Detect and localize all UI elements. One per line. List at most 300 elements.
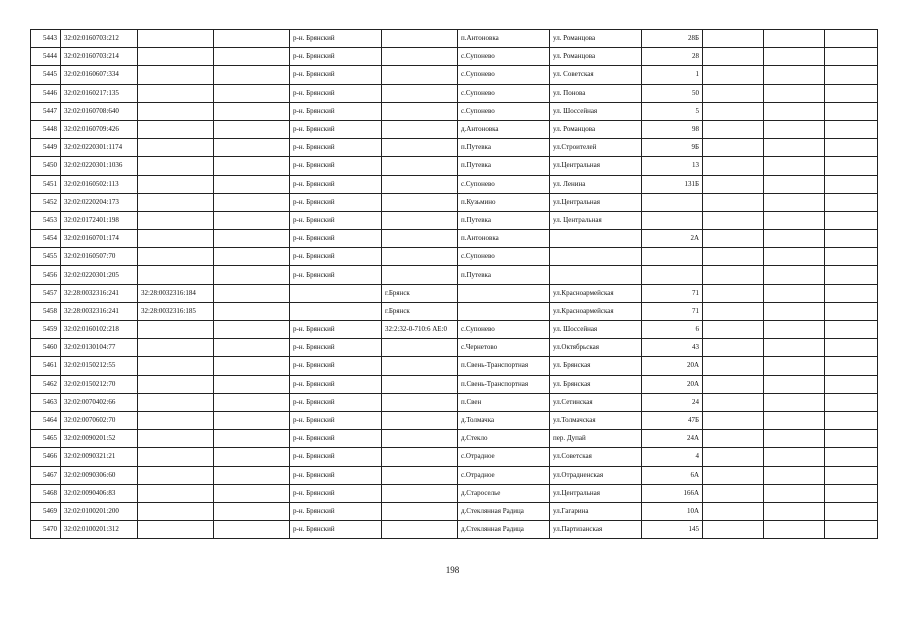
empty-cell-a (703, 302, 764, 320)
cadastral-number-cell: 32:02:0090406:83 (61, 484, 138, 502)
empty-cell-a (703, 284, 764, 302)
empty-cell-b (764, 393, 825, 411)
street-cell: ул. Брянская (550, 375, 642, 393)
empty-cell-b (764, 321, 825, 339)
cadastral-number-cell: 32:02:0070402:66 (61, 393, 138, 411)
empty-cell-a (703, 66, 764, 84)
cadastral-number-cell: 32:02:0220204:173 (61, 193, 138, 211)
empty-cell-b (764, 339, 825, 357)
extra-cell (214, 321, 290, 339)
settlement-cell: с.Супонево (458, 248, 550, 266)
row-number-cell: 5450 (31, 157, 61, 175)
empty-cell-a (703, 30, 764, 48)
street-cell: ул. Шоссейная (550, 321, 642, 339)
empty-cell-a (703, 230, 764, 248)
cadastral-number-cell: 32:02:0160217:135 (61, 84, 138, 102)
extra-cell (214, 102, 290, 120)
settlement-cell: п.Путевка (458, 157, 550, 175)
settlement-cell (458, 302, 550, 320)
house-number-cell: 6 (642, 321, 703, 339)
city-cell (382, 466, 458, 484)
empty-cell-b (764, 139, 825, 157)
district-cell: р-н. Брянский (290, 139, 382, 157)
linked-cadastral-number-cell (138, 484, 214, 502)
table-row (31, 411, 878, 429)
street-cell: ул.Красноармейская (550, 302, 642, 320)
street-cell: ул. Романцова (550, 120, 642, 138)
cadastral-number-cell: 32:02:0100201:312 (61, 521, 138, 539)
cadastral-number-cell: 32:02:0220301:1174 (61, 139, 138, 157)
cadastral-number-cell: 32:02:0220301:205 (61, 266, 138, 284)
empty-cell-b (764, 411, 825, 429)
settlement-cell: д.Стеклянная Радица (458, 521, 550, 539)
empty-cell-c (825, 321, 878, 339)
linked-cadastral-number-cell (138, 448, 214, 466)
cadastral-number-cell: 32:02:0172401:198 (61, 211, 138, 229)
house-number-cell (642, 211, 703, 229)
row-number-cell: 5443 (31, 30, 61, 48)
cadastral-number-cell: 32:02:0160708:640 (61, 102, 138, 120)
table-row (31, 357, 878, 375)
row-number-cell: 5460 (31, 339, 61, 357)
district-cell: р-н. Брянский (290, 120, 382, 138)
empty-cell-c (825, 448, 878, 466)
district-cell: р-н. Брянский (290, 175, 382, 193)
cadastral-number-cell: 32:02:0090306:60 (61, 466, 138, 484)
extra-cell (214, 175, 290, 193)
cadastral-number-cell: 32:02:0130104:77 (61, 339, 138, 357)
extra-cell (214, 339, 290, 357)
empty-cell-b (764, 502, 825, 520)
empty-cell-b (764, 48, 825, 66)
row-number-cell: 5451 (31, 175, 61, 193)
empty-cell-b (764, 357, 825, 375)
table-row (31, 502, 878, 520)
empty-cell-c (825, 84, 878, 102)
empty-cell-a (703, 521, 764, 539)
cadastral-number-cell: 32:02:0150212:70 (61, 375, 138, 393)
empty-cell-a (703, 102, 764, 120)
linked-cadastral-number-cell (138, 521, 214, 539)
settlement-cell: п.Антоновка (458, 30, 550, 48)
street-cell (550, 230, 642, 248)
house-number-cell: 50 (642, 84, 703, 102)
linked-cadastral-number-cell: 32:28:0032316:184 (138, 284, 214, 302)
linked-cadastral-number-cell (138, 375, 214, 393)
district-cell: р-н. Брянский (290, 393, 382, 411)
row-number-cell: 5462 (31, 375, 61, 393)
linked-cadastral-number-cell (138, 175, 214, 193)
empty-cell-b (764, 84, 825, 102)
city-cell (382, 66, 458, 84)
row-number-cell: 5469 (31, 502, 61, 520)
linked-cadastral-number-cell (138, 211, 214, 229)
empty-cell-a (703, 139, 764, 157)
extra-cell (214, 284, 290, 302)
district-cell: р-н. Брянский (290, 230, 382, 248)
table-row (31, 84, 878, 102)
city-cell (382, 230, 458, 248)
house-number-cell (642, 193, 703, 211)
empty-cell-c (825, 248, 878, 266)
table-row (31, 266, 878, 284)
street-cell: ул. Ленина (550, 175, 642, 193)
extra-cell (214, 430, 290, 448)
linked-cadastral-number-cell (138, 120, 214, 138)
extra-cell (214, 393, 290, 411)
linked-cadastral-number-cell (138, 30, 214, 48)
district-cell: р-н. Брянский (290, 339, 382, 357)
empty-cell-a (703, 466, 764, 484)
empty-cell-b (764, 430, 825, 448)
empty-cell-a (703, 502, 764, 520)
settlement-cell: д.Стеклянная Радица (458, 502, 550, 520)
city-cell: 32:2:32-0-710:6 АЕ:0 (382, 321, 458, 339)
city-cell (382, 375, 458, 393)
row-number-cell: 5445 (31, 66, 61, 84)
city-cell (382, 84, 458, 102)
city-cell (382, 448, 458, 466)
linked-cadastral-number-cell (138, 193, 214, 211)
city-cell (382, 120, 458, 138)
district-cell: р-н. Брянский (290, 30, 382, 48)
linked-cadastral-number-cell (138, 321, 214, 339)
district-cell: р-н. Брянский (290, 375, 382, 393)
row-number-cell: 5464 (31, 411, 61, 429)
settlement-cell: с.Супонево (458, 102, 550, 120)
empty-cell-c (825, 339, 878, 357)
empty-cell-b (764, 466, 825, 484)
settlement-cell: с.Супонево (458, 321, 550, 339)
house-number-cell: 1 (642, 66, 703, 84)
house-number-cell: 47Б (642, 411, 703, 429)
row-number-cell: 5465 (31, 430, 61, 448)
empty-cell-c (825, 48, 878, 66)
empty-cell-c (825, 175, 878, 193)
house-number-cell (642, 248, 703, 266)
settlement-cell: п.Путевка (458, 139, 550, 157)
row-number-cell: 5444 (31, 48, 61, 66)
extra-cell (214, 48, 290, 66)
cadastral-number-cell: 32:28:0032316:241 (61, 284, 138, 302)
linked-cadastral-number-cell (138, 502, 214, 520)
city-cell: г.Брянск (382, 302, 458, 320)
table-row (31, 302, 878, 320)
district-cell: р-н. Брянский (290, 48, 382, 66)
district-cell: р-н. Брянский (290, 193, 382, 211)
empty-cell-a (703, 357, 764, 375)
empty-cell-a (703, 84, 764, 102)
district-cell: р-н. Брянский (290, 357, 382, 375)
district-cell: р-н. Брянский (290, 484, 382, 502)
city-cell (382, 175, 458, 193)
empty-cell-b (764, 102, 825, 120)
extra-cell (214, 266, 290, 284)
row-number-cell: 5470 (31, 521, 61, 539)
cadastral-number-cell: 32:02:0160102:218 (61, 321, 138, 339)
cadastral-number-cell: 32:02:0160502:113 (61, 175, 138, 193)
linked-cadastral-number-cell (138, 357, 214, 375)
empty-cell-a (703, 175, 764, 193)
empty-cell-c (825, 66, 878, 84)
extra-cell (214, 157, 290, 175)
empty-cell-b (764, 484, 825, 502)
row-number-cell: 5449 (31, 139, 61, 157)
district-cell: р-н. Брянский (290, 66, 382, 84)
empty-cell-a (703, 321, 764, 339)
cadastral-number-cell: 32:02:0090201:52 (61, 430, 138, 448)
table-row (31, 466, 878, 484)
district-cell: р-н. Брянский (290, 84, 382, 102)
street-cell (550, 248, 642, 266)
extra-cell (214, 357, 290, 375)
table-row (31, 175, 878, 193)
street-cell: ул.Гагарина (550, 502, 642, 520)
page-number: 198 (445, 565, 460, 575)
empty-cell-c (825, 157, 878, 175)
empty-cell-c (825, 120, 878, 138)
street-cell: ул.Центральная (550, 157, 642, 175)
settlement-cell: п.Путевка (458, 211, 550, 229)
table-row (31, 139, 878, 157)
street-cell: ул.Центральная (550, 484, 642, 502)
extra-cell (214, 411, 290, 429)
city-cell (382, 102, 458, 120)
cadastral-number-cell: 32:02:0160607:334 (61, 66, 138, 84)
house-number-cell: 6А (642, 466, 703, 484)
house-number-cell: 2А (642, 230, 703, 248)
house-number-cell: 131Б (642, 175, 703, 193)
linked-cadastral-number-cell (138, 230, 214, 248)
street-cell: ул.Толмачская (550, 411, 642, 429)
row-number-cell: 5453 (31, 211, 61, 229)
settlement-cell: с.Супонево (458, 84, 550, 102)
cadastral-number-cell: 32:02:0100201:200 (61, 502, 138, 520)
row-number-cell: 5454 (31, 230, 61, 248)
street-cell: ул.Отрадненская (550, 466, 642, 484)
linked-cadastral-number-cell (138, 139, 214, 157)
district-cell: р-н. Брянский (290, 266, 382, 284)
extra-cell (214, 466, 290, 484)
settlement-cell: д.Староселье (458, 484, 550, 502)
row-number-cell: 5459 (31, 321, 61, 339)
table-row (31, 484, 878, 502)
row-number-cell: 5461 (31, 357, 61, 375)
table-row (31, 30, 878, 48)
district-cell: р-н. Брянский (290, 321, 382, 339)
house-number-cell: 166А (642, 484, 703, 502)
empty-cell-c (825, 411, 878, 429)
extra-cell (214, 521, 290, 539)
empty-cell-c (825, 466, 878, 484)
row-number-cell: 5456 (31, 266, 61, 284)
extra-cell (214, 375, 290, 393)
empty-cell-c (825, 521, 878, 539)
linked-cadastral-number-cell (138, 430, 214, 448)
empty-cell-b (764, 120, 825, 138)
extra-cell (214, 30, 290, 48)
row-number-cell: 5452 (31, 193, 61, 211)
empty-cell-b (764, 211, 825, 229)
row-number-cell: 5458 (31, 302, 61, 320)
cadastral-number-cell: 32:02:0150212:55 (61, 357, 138, 375)
linked-cadastral-number-cell (138, 102, 214, 120)
empty-cell-c (825, 302, 878, 320)
linked-cadastral-number-cell: 32:28:0032316:185 (138, 302, 214, 320)
empty-cell-a (703, 339, 764, 357)
table-row (31, 339, 878, 357)
city-cell (382, 430, 458, 448)
cadastral-number-cell: 32:02:0160507:70 (61, 248, 138, 266)
empty-cell-a (703, 248, 764, 266)
linked-cadastral-number-cell (138, 66, 214, 84)
row-number-cell: 5455 (31, 248, 61, 266)
empty-cell-b (764, 266, 825, 284)
empty-cell-c (825, 139, 878, 157)
street-cell: ул.Центральная (550, 193, 642, 211)
row-number-cell: 5463 (31, 393, 61, 411)
empty-cell-a (703, 120, 764, 138)
table-row (31, 248, 878, 266)
extra-cell (214, 193, 290, 211)
district-cell: р-н. Брянский (290, 157, 382, 175)
extra-cell (214, 448, 290, 466)
settlement-cell: п.Свен (458, 393, 550, 411)
empty-cell-c (825, 102, 878, 120)
house-number-cell (642, 266, 703, 284)
city-cell (382, 211, 458, 229)
table-row (31, 102, 878, 120)
extra-cell (214, 302, 290, 320)
empty-cell-b (764, 66, 825, 84)
house-number-cell: 4 (642, 448, 703, 466)
settlement-cell: д.Толмачка (458, 411, 550, 429)
linked-cadastral-number-cell (138, 48, 214, 66)
table-row (31, 193, 878, 211)
row-number-cell: 5466 (31, 448, 61, 466)
table-row (31, 211, 878, 229)
cadastral-number-cell: 32:02:0070602:70 (61, 411, 138, 429)
empty-cell-b (764, 193, 825, 211)
empty-cell-a (703, 211, 764, 229)
table-row (31, 375, 878, 393)
street-cell: ул. Романцова (550, 48, 642, 66)
table-row (31, 521, 878, 539)
linked-cadastral-number-cell (138, 466, 214, 484)
street-cell: ул. Советская (550, 66, 642, 84)
table-row (31, 66, 878, 84)
empty-cell-b (764, 248, 825, 266)
district-cell: р-н. Брянский (290, 521, 382, 539)
linked-cadastral-number-cell (138, 393, 214, 411)
district-cell: р-н. Брянский (290, 448, 382, 466)
settlement-cell (458, 284, 550, 302)
city-cell (382, 484, 458, 502)
house-number-cell: 9Б (642, 139, 703, 157)
street-cell: ул. Брянская (550, 357, 642, 375)
empty-cell-b (764, 302, 825, 320)
house-number-cell: 24А (642, 430, 703, 448)
street-cell: ул. Шоссейная (550, 102, 642, 120)
settlement-cell: п.Антоновка (458, 230, 550, 248)
settlement-cell: с.Отрадное (458, 466, 550, 484)
settlement-cell: п.Свень-Транспортная (458, 375, 550, 393)
table-row (31, 230, 878, 248)
linked-cadastral-number-cell (138, 84, 214, 102)
settlement-cell: с.Отрадное (458, 448, 550, 466)
extra-cell (214, 484, 290, 502)
city-cell (382, 248, 458, 266)
empty-cell-b (764, 230, 825, 248)
empty-cell-a (703, 266, 764, 284)
house-number-cell: 28 (642, 48, 703, 66)
cadastral-number-cell: 32:02:0160703:212 (61, 30, 138, 48)
empty-cell-b (764, 284, 825, 302)
empty-cell-a (703, 411, 764, 429)
empty-cell-a (703, 48, 764, 66)
empty-cell-c (825, 375, 878, 393)
empty-cell-b (764, 521, 825, 539)
linked-cadastral-number-cell (138, 248, 214, 266)
settlement-cell: п.Свень-Транспортная (458, 357, 550, 375)
city-cell (382, 139, 458, 157)
house-number-cell: 71 (642, 284, 703, 302)
row-number-cell: 5457 (31, 284, 61, 302)
table-row (31, 448, 878, 466)
empty-cell-a (703, 193, 764, 211)
district-cell: р-н. Брянский (290, 102, 382, 120)
street-cell: ул.Строителей (550, 139, 642, 157)
empty-cell-a (703, 375, 764, 393)
city-cell (382, 393, 458, 411)
empty-cell-c (825, 502, 878, 520)
city-cell (382, 339, 458, 357)
empty-cell-a (703, 430, 764, 448)
extra-cell (214, 84, 290, 102)
empty-cell-b (764, 448, 825, 466)
settlement-cell: д.Антоновка (458, 120, 550, 138)
city-cell (382, 30, 458, 48)
house-number-cell: 24 (642, 393, 703, 411)
street-cell: ул.Красноармейская (550, 284, 642, 302)
cadastral-number-cell: 32:02:0160709:426 (61, 120, 138, 138)
cadastral-number-cell: 32:02:0160703:214 (61, 48, 138, 66)
cadastral-number-cell: 32:28:0032316:241 (61, 302, 138, 320)
row-number-cell: 5447 (31, 102, 61, 120)
house-number-cell: 10А (642, 502, 703, 520)
settlement-cell: с.Чернетово (458, 339, 550, 357)
table-row (31, 120, 878, 138)
extra-cell (214, 502, 290, 520)
linked-cadastral-number-cell (138, 157, 214, 175)
extra-cell (214, 66, 290, 84)
district-cell (290, 284, 382, 302)
cadastral-number-cell: 32:02:0160701:174 (61, 230, 138, 248)
empty-cell-c (825, 230, 878, 248)
linked-cadastral-number-cell (138, 411, 214, 429)
settlement-cell: д.Стеклo (458, 430, 550, 448)
street-cell (550, 266, 642, 284)
street-cell: ул. Романцова (550, 30, 642, 48)
empty-cell-c (825, 211, 878, 229)
registry-table (30, 29, 878, 539)
empty-cell-b (764, 30, 825, 48)
street-cell: ул.Советская (550, 448, 642, 466)
empty-cell-b (764, 157, 825, 175)
house-number-cell: 71 (642, 302, 703, 320)
house-number-cell: 98 (642, 120, 703, 138)
street-cell: ул.Партизанская (550, 521, 642, 539)
